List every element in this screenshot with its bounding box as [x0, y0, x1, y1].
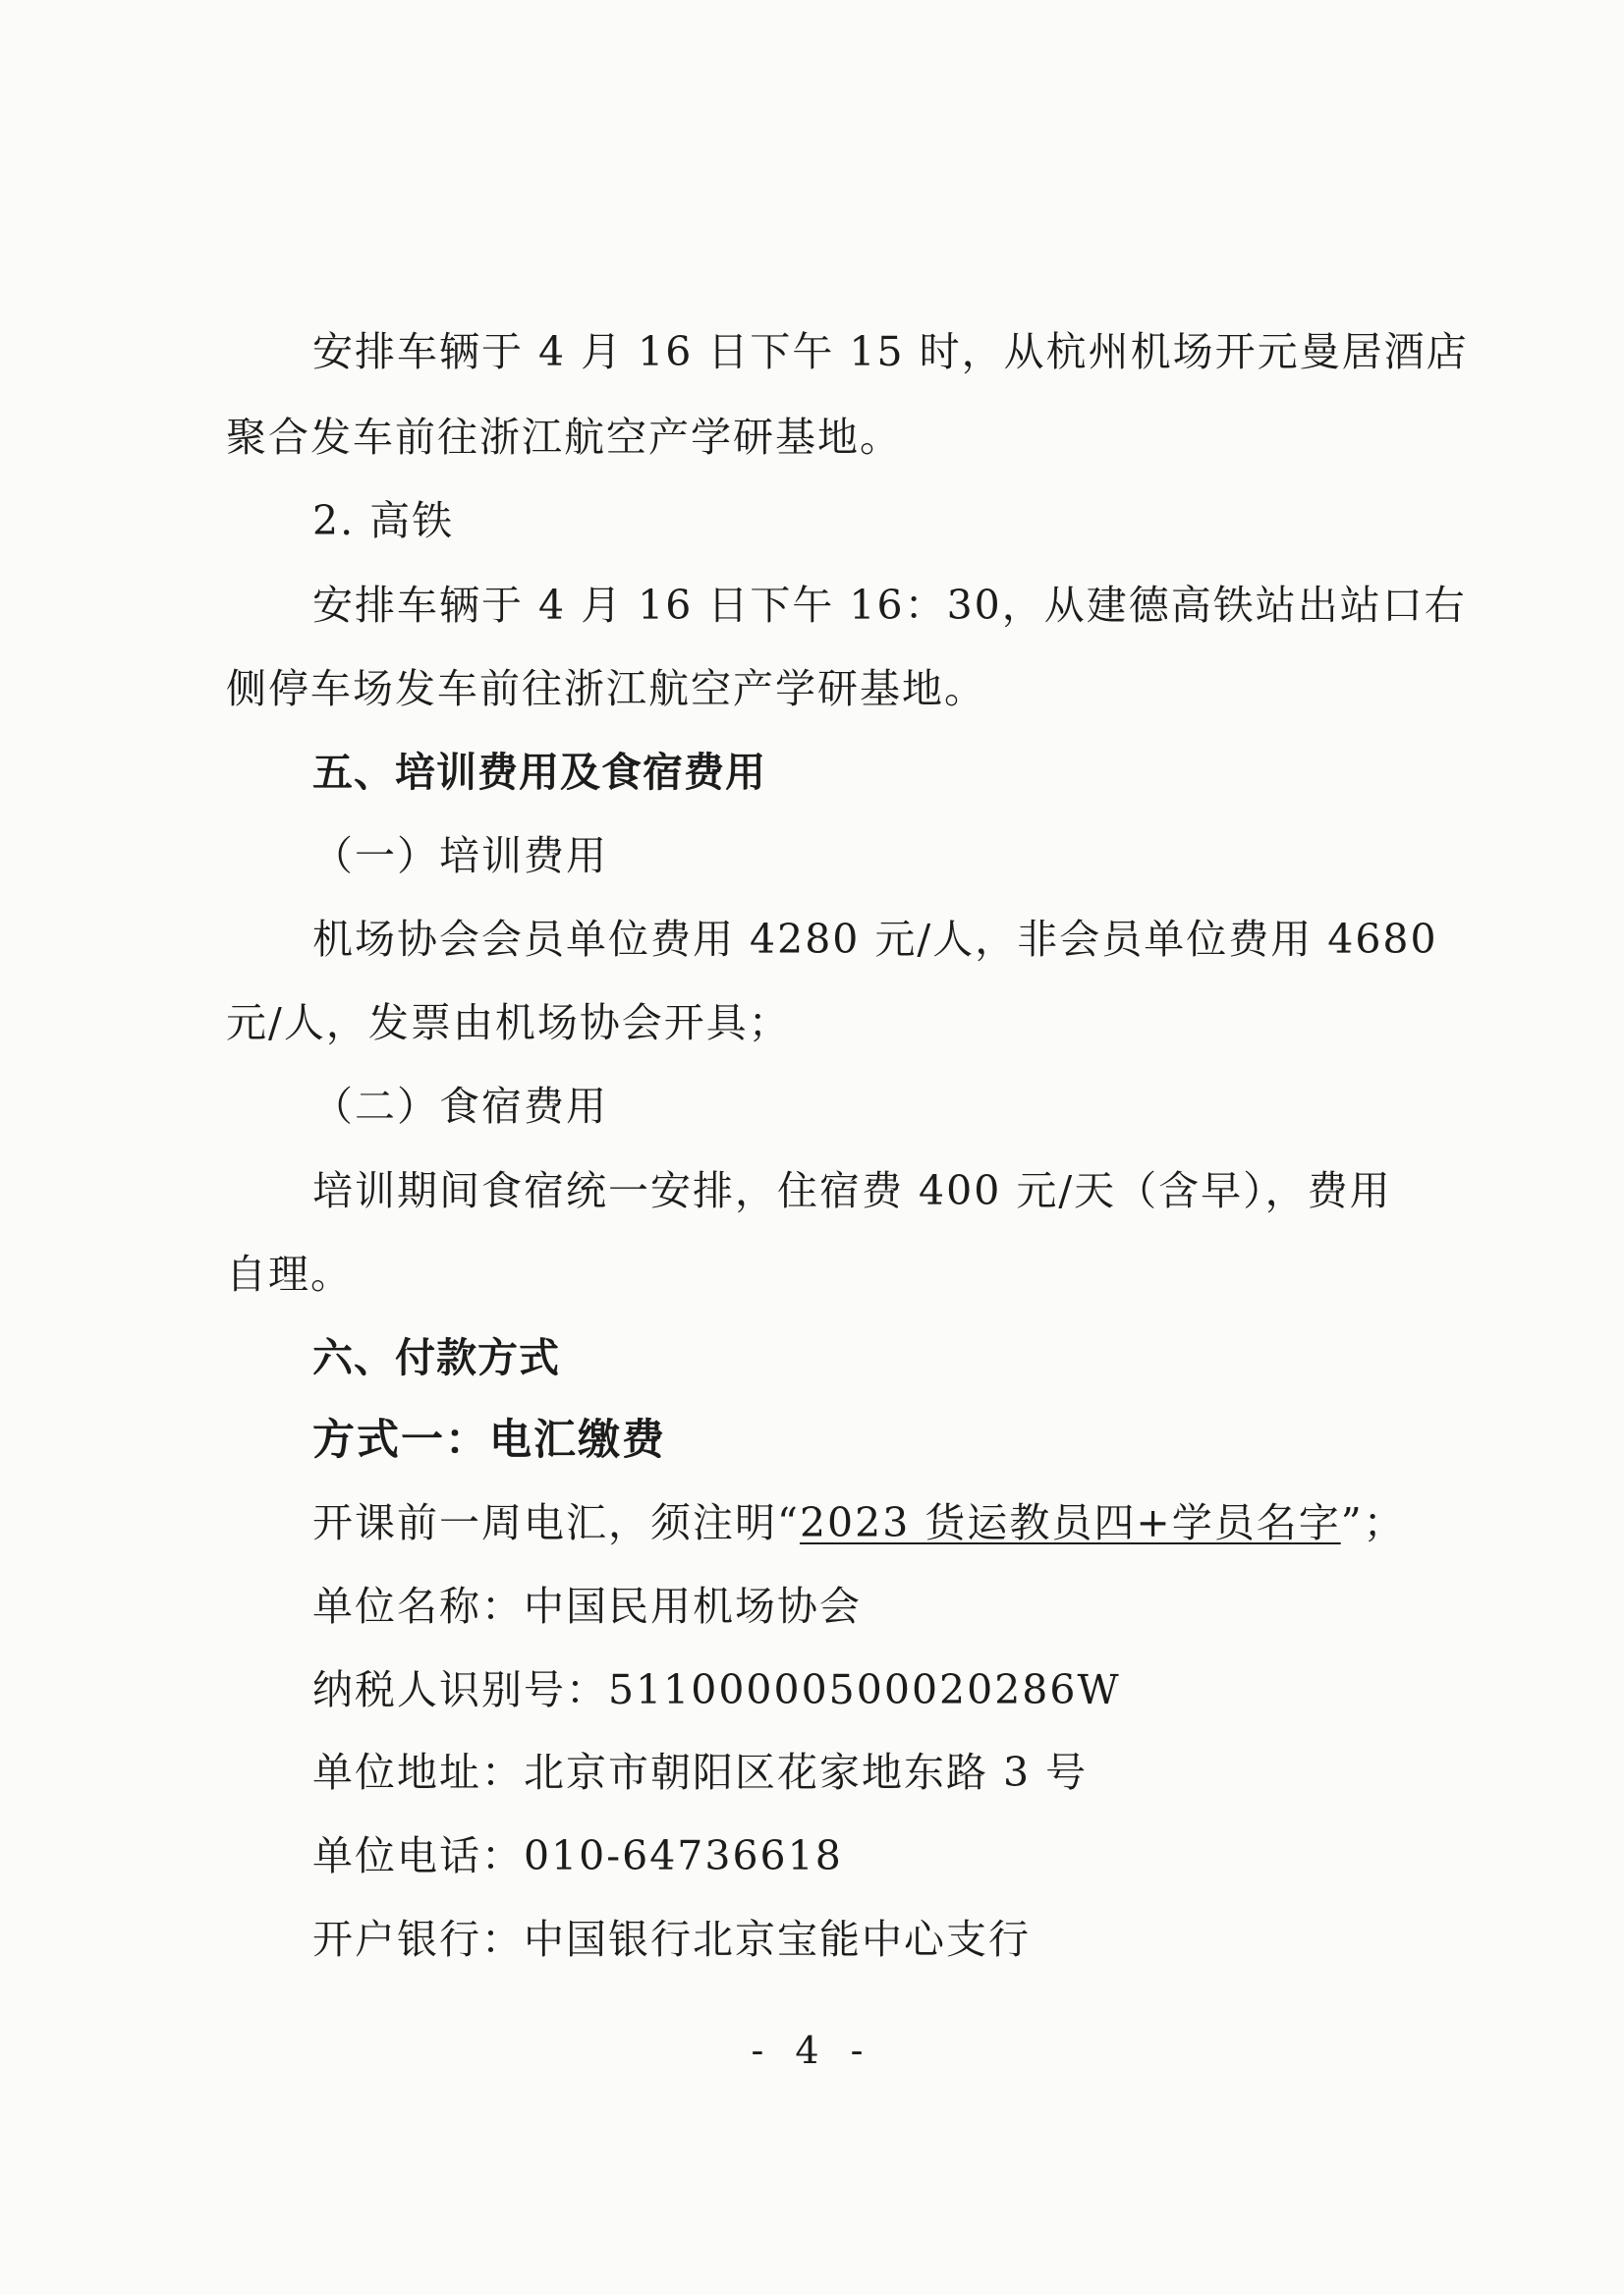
text-line-shuttle-airport-cont: 聚合发车前往浙江航空产学研基地。 — [226, 414, 902, 461]
section-heading-payment: 六、付款方式 — [312, 1334, 560, 1381]
text-line-remittance-note — [312, 1495, 1521, 1550]
text-line-fee-amounts: 机场协会会员单位费用 4280 元/人，非会员单位费用 4680 — [312, 916, 1438, 963]
subheading-training-fee: （一）培训费用 — [312, 832, 608, 879]
account-name: 单位名称：中国民用机场协会 — [312, 1583, 862, 1630]
text-line-lodging-cont: 自理。 — [226, 1251, 353, 1298]
remittance-suffix: ”； — [1340, 1499, 1406, 1546]
page-number: - 4 - — [751, 2029, 873, 2072]
subheading-lodging-fee: （二）食宿费用 — [312, 1083, 608, 1130]
account-tax-id: 纳税人识别号：51100000500020286W — [312, 1666, 1121, 1713]
subheading-wire-transfer: 方式一：电汇缴费 — [312, 1416, 666, 1465]
remittance-note-text: 2023 货运教员四+学员名字 — [799, 1499, 1341, 1546]
text-line-shuttle-rail: 安排车辆于 4 月 16 日下午 16：30，从建德高铁站出站口右 — [312, 582, 1467, 629]
account-phone: 单位电话：010-64736618 — [312, 1832, 843, 1879]
text-line-shuttle-airport: 安排车辆于 4 月 16 日下午 15 时，从杭州机场开元曼居酒店 — [312, 328, 1469, 375]
text-line-fee-invoice: 元/人，发票由机场协会开具； — [226, 999, 791, 1046]
remittance-prefix: 开课前一周电汇，须注明“ — [312, 1499, 800, 1546]
account-address: 单位地址：北京市朝阳区花家地东路 3 号 — [312, 1749, 1089, 1796]
account-bank: 开户银行：中国银行北京宝能中心支行 — [312, 1916, 1031, 1963]
text-line-shuttle-rail-cont: 侧停车场发车前往浙江航空产学研基地。 — [226, 665, 986, 712]
section-heading-fees: 五、培训费用及食宿费用 — [312, 749, 766, 796]
subheading-high-speed-rail: 2. 高铁 — [312, 497, 455, 544]
text-line-lodging: 培训期间食宿统一安排，住宿费 400 元/天（含早），费用 — [312, 1167, 1392, 1214]
